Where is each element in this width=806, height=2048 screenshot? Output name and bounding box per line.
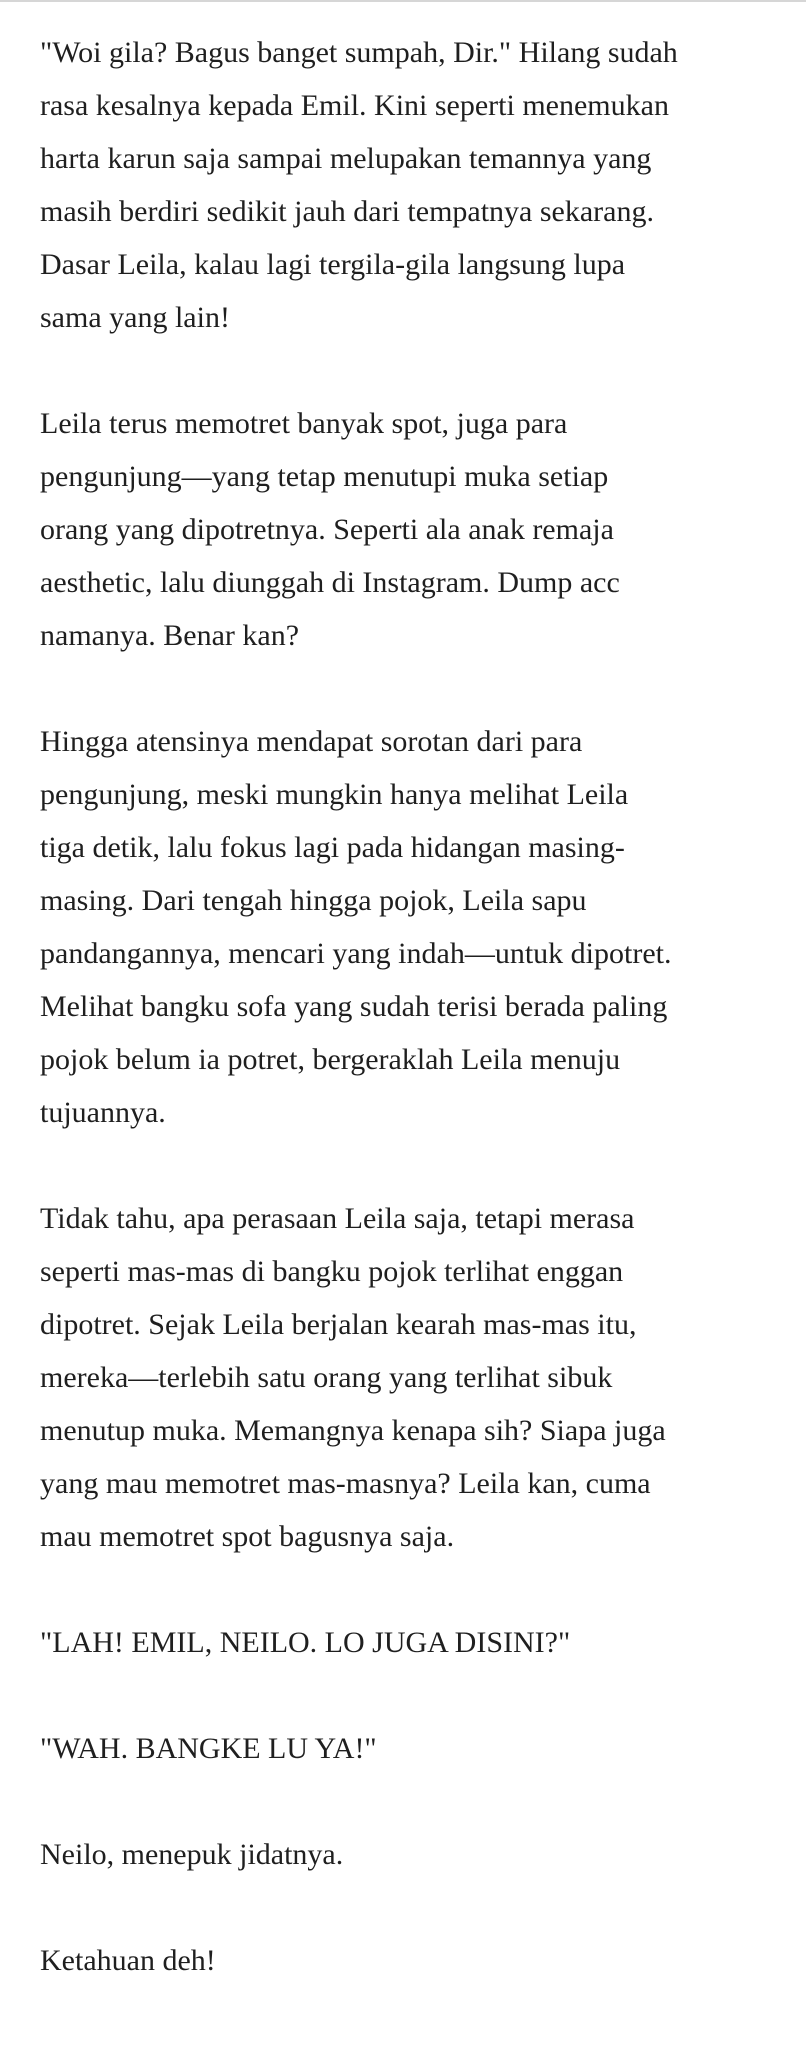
text-line: pojok belum ia potret, bergeraklah Leila menuju: [40, 1043, 621, 1076]
text-line: Tidak tahu, apa perasaan Leila saja, tetapi merasa: [40, 1202, 635, 1235]
text-line: namanya. Benar kan?: [40, 619, 300, 652]
text-line: Hingga atensinya mendapat sorotan dari para: [40, 725, 583, 758]
text-line: masing. Dari tengah hingga pojok, Leila sapu: [40, 884, 587, 917]
text-line: "LAH! EMIL, NEILO. LO JUGA DISINI?": [40, 1626, 571, 1659]
text-line: pandangannya, mencari yang indah—untuk dipotret.: [40, 937, 672, 970]
text-line: mereka—terlebih satu orang yang terlihat sibuk: [40, 1361, 613, 1394]
story-text: [40, 26, 780, 2040]
text-line: pengunjung, meski mungkin hanya melihat Leila: [40, 778, 629, 811]
text-line: yang mau memotret mas-masnya? Leila kan, cuma: [40, 1467, 651, 1500]
text-line: tiga detik, lalu fokus lagi pada hidangan masing-: [40, 831, 625, 864]
text-line: harta karun saja sampai melupakan temannya yang: [40, 142, 652, 175]
text-line: sama yang lain!: [40, 301, 230, 334]
text-line: masih berdiri sedikit jauh dari tempatnya sekarang.: [40, 195, 654, 228]
text-line: tujuannya.: [40, 1096, 166, 1129]
paragraph-6-dialogue: [40, 1722, 780, 1775]
text-line: orang yang dipotretnya. Seperti ala anak remaja: [40, 513, 614, 546]
text-line: Dasar Leila, kalau lagi tergila-gila langsung lupa: [40, 248, 626, 281]
text-line: "Woi gila? Bagus banget sumpah, Dir." Hilang sudah: [40, 36, 678, 69]
top-divider: [0, 0, 806, 2]
text-line: aesthetic, lalu diunggah di Instagram. Dump acc: [40, 566, 620, 599]
text-line: mau memotret spot bagusnya saja.: [40, 1520, 455, 1553]
text-line: dipotret. Sejak Leila berjalan kearah mas-mas itu,: [40, 1308, 637, 1341]
paragraph-8: [40, 1934, 780, 1987]
paragraph-7: [40, 1828, 780, 1881]
text-line: rasa kesalnya kepada Emil. Kini seperti menemukan: [40, 89, 669, 122]
text-line: pengunjung—yang tetap menutupi muka setiap: [40, 460, 609, 493]
text-line: Leila terus memotret banyak spot, juga para: [40, 407, 568, 440]
paragraph-4: [40, 1192, 780, 1563]
text-line: Ketahuan deh!: [40, 1944, 216, 1977]
paragraph-2: [40, 397, 780, 662]
paragraph-1: [40, 26, 780, 344]
text-line: Neilo, menepuk jidatnya.: [40, 1838, 344, 1871]
paragraph-3: [40, 715, 780, 1139]
text-line: menutup muka. Memangnya kenapa sih? Siapa juga: [40, 1414, 666, 1447]
paragraph-5-dialogue: [40, 1616, 780, 1669]
text-line: "WAH. BANGKE LU YA!": [40, 1732, 377, 1765]
text-line: seperti mas-mas di bangku pojok terlihat enggan: [40, 1255, 624, 1288]
text-line: Melihat bangku sofa yang sudah terisi berada paling: [40, 990, 668, 1023]
